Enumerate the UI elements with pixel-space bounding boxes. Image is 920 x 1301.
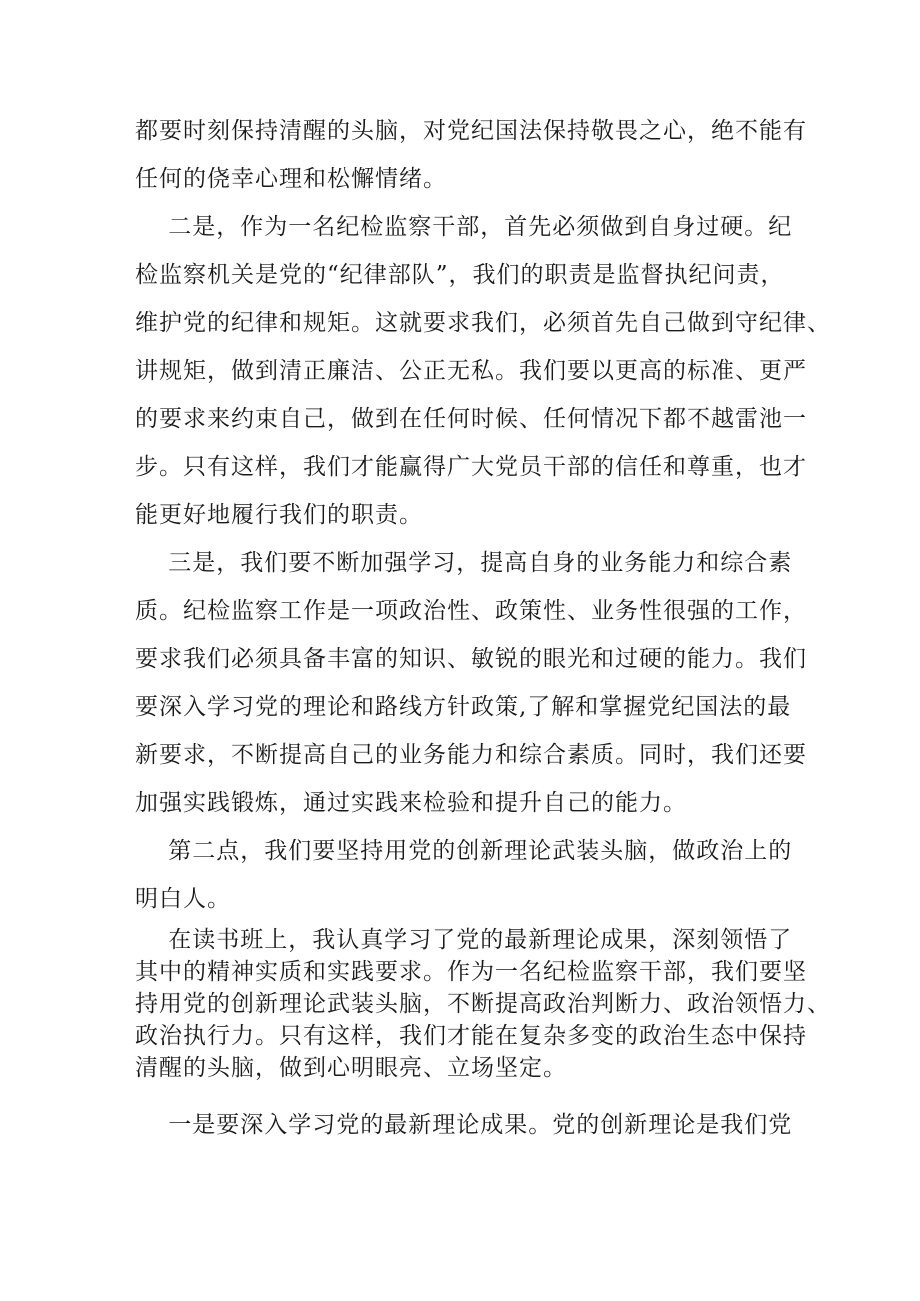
paragraph-point-three: [135, 539, 807, 827]
text-line: 政治执行力。只有这样，我们才能在复杂多变的政治生态中保持: [135, 1023, 807, 1049]
text-line: 二是，作为一名纪检监察干部，首先必须做到自身过硬。纪: [135, 214, 793, 240]
text-line: 清醒的头脑，做到心明眼亮、立场坚定。: [135, 1055, 567, 1081]
text-line: 维护党的纪律和规矩。这就要求我们，必须首先自己做到守纪律、: [135, 310, 831, 336]
paragraph-reading-class: [135, 924, 831, 1084]
text-line: 明白人。: [135, 886, 231, 912]
paragraph-continuation: [135, 107, 807, 203]
text-line: 质。纪检监察工作是一项政治性、政策性、业务性很强的工作，: [135, 598, 807, 624]
text-line: 其中的精神实质和实践要求。作为一名纪检监察干部，我们要坚: [135, 959, 807, 985]
paragraph-second-heading: [135, 827, 795, 923]
text-line: 新要求，不断提高自己的业务能力和综合素质。同时，我们还要: [135, 742, 807, 768]
text-line: 讲规矩，做到清正廉洁、公正无私。我们要以更高的标准、更严: [135, 358, 807, 384]
paragraph-point-two: [135, 203, 831, 539]
text-line: 一是要深入学习党的最新理论成果。党的创新理论是我们党: [135, 1112, 793, 1138]
paragraph-point-one-study: [135, 1101, 795, 1149]
text-line: 要深入学习党的理论和路线方针政策,了解和掌握党纪国法的最: [135, 694, 792, 720]
text-line: 第二点，我们要坚持用党的创新理论武装头脑，做政治上的: [135, 838, 793, 864]
text-line: 检监察机关是党的“纪律部队”，我们的职责是监督执纪问责，: [135, 262, 785, 288]
text-line: 在读书班上，我认真学习了党的最新理论成果，深刻领悟了: [135, 927, 793, 953]
text-line: 加强实践锻炼，通过实践来检验和提升自己的能力。: [135, 790, 687, 816]
text-line: 的要求来约束自己，做到在任何时候、任何情况下都不越雷池一: [135, 406, 807, 432]
text-line: 都要时刻保持清醒的头脑，对党纪国法保持敬畏之心，绝不能有: [135, 118, 807, 144]
text-line: 要求我们必须具备丰富的知识、敏锐的眼光和过硬的能力。我们: [135, 646, 807, 672]
text-line: 步。只有这样，我们才能赢得广大党员干部的信任和尊重，也才: [135, 454, 807, 480]
text-line: 能更好地履行我们的职责。: [135, 502, 423, 528]
text-line: 任何的侥幸心理和松懈情绪。: [135, 166, 447, 192]
text-line: 三是，我们要不断加强学习，提高自身的业务能力和综合素: [135, 550, 793, 576]
text-line: 持用党的创新理论武装头脑，不断提高政治判断力、政治领悟力、: [135, 991, 831, 1017]
